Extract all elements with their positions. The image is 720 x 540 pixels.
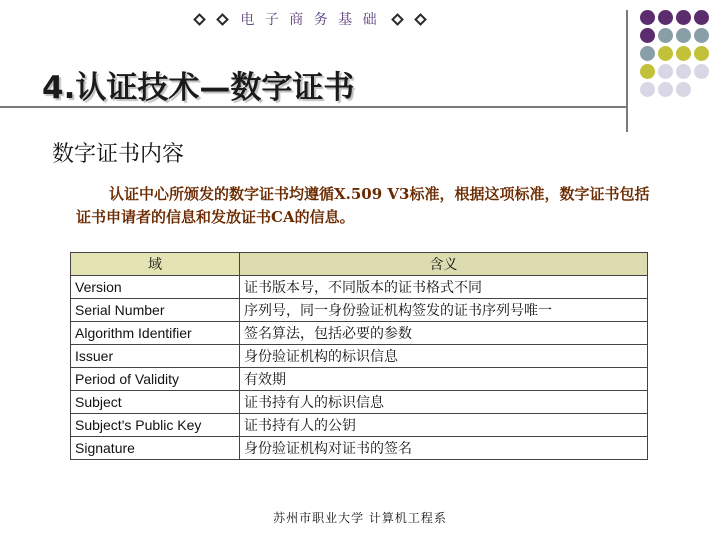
field-name-cell: Issuer xyxy=(71,345,240,368)
field-name-cell: Version xyxy=(71,276,240,299)
field-name-cell: Algorithm Identifier xyxy=(71,322,240,345)
certificate-fields-table xyxy=(70,252,648,460)
diamond-bullet-icon xyxy=(216,13,229,26)
vertical-divider xyxy=(626,10,628,132)
decorative-dot xyxy=(694,28,709,43)
column-header-meaning: 含义 xyxy=(240,253,648,276)
decorative-dot xyxy=(676,64,691,79)
header-text: 电 子 商 务 基 础 xyxy=(240,12,380,28)
decorative-dot xyxy=(694,46,709,61)
field-meaning-cell: 证书版本号，不同版本的证书格式不同 xyxy=(240,276,648,299)
field-meaning-cell: 证书持有人的标识信息 xyxy=(240,391,648,414)
table-row xyxy=(71,345,648,368)
decorative-dot xyxy=(676,28,691,43)
decorative-dot xyxy=(676,82,691,97)
decorative-dot xyxy=(640,28,655,43)
table-header-row xyxy=(71,253,648,276)
decorative-dot xyxy=(658,82,673,97)
decorative-dot xyxy=(640,46,655,61)
table-row xyxy=(71,414,648,437)
field-name-cell: Subject's Public Key xyxy=(71,414,240,437)
decorative-dot xyxy=(694,64,709,79)
decorative-dot-grid xyxy=(640,10,710,98)
diamond-bullet-icon xyxy=(414,13,427,26)
field-name-cell: Period of Validity xyxy=(71,368,240,391)
field-meaning-cell: 有效期 xyxy=(240,368,648,391)
decorative-dot xyxy=(658,46,673,61)
decorative-dot xyxy=(658,10,673,25)
table-row xyxy=(71,368,648,391)
decorative-dot xyxy=(694,10,709,25)
column-header-field: 域 xyxy=(71,253,240,276)
field-name-cell: Signature xyxy=(71,437,240,460)
table-row xyxy=(71,322,648,345)
diamond-bullet-icon xyxy=(193,13,206,26)
decorative-dot xyxy=(658,28,673,43)
decorative-dot xyxy=(658,64,673,79)
header-bar xyxy=(0,5,620,33)
decorative-dot xyxy=(640,64,655,79)
field-name-cell: Subject xyxy=(71,391,240,414)
intro-paragraph: 认证中心所颁发的数字证书均遵循X.509 V3标准，根据这项标准，数字证书包括证书申请者的信息和发放证书CA的信息。 xyxy=(76,185,650,226)
decorative-dot xyxy=(676,46,691,61)
footer-text: 苏州市职业大学 计算机工程系 xyxy=(273,511,447,525)
field-meaning-cell: 身份验证机构的标识信息 xyxy=(240,345,648,368)
field-meaning-cell: 序列号，同一身份验证机构签发的证书序列号唯一 xyxy=(240,299,648,322)
field-meaning-cell: 证书持有人的公钥 xyxy=(240,414,648,437)
table-row xyxy=(71,299,648,322)
field-meaning-cell: 签名算法，包括必要的参数 xyxy=(240,322,648,345)
field-meaning-cell: 身份验证机构对证书的签名 xyxy=(240,437,648,460)
table-row xyxy=(71,437,648,460)
decorative-dot xyxy=(676,10,691,25)
section-subtitle: 数字证书内容 xyxy=(52,142,185,167)
field-name-cell: Serial Number xyxy=(71,299,240,322)
diamond-bullet-icon xyxy=(391,13,404,26)
decorative-dot xyxy=(640,82,655,97)
table-row xyxy=(71,276,648,299)
table-row xyxy=(71,391,648,414)
slide-title: 4.认证技术—数字证书 xyxy=(42,70,355,106)
decorative-dot xyxy=(640,10,655,25)
